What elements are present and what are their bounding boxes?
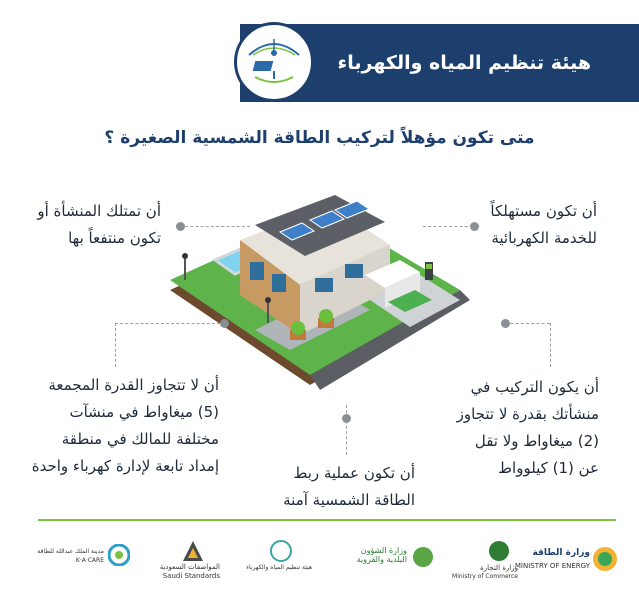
- logo-text: Saudi Standards: [162, 572, 220, 580]
- condition-line: (5) ميغاواط في منشآت: [69, 403, 219, 421]
- logo-text: MINISTRY OF ENERGY: [514, 562, 590, 570]
- regulatory-authority-logo: [248, 540, 318, 580]
- connector-line: [346, 405, 347, 455]
- condition-line: أن لا تتجاوز القدرة المجمعة: [48, 376, 219, 394]
- palm-swords-icon: [488, 540, 510, 562]
- condition-line: أن تكون مستهلكاً: [490, 202, 597, 220]
- header-title: هيئة تنظيم المياه والكهرباء: [337, 52, 591, 74]
- palm-icon: [412, 546, 434, 568]
- logo-text: هيئة تنظيم المياه والكهرباء: [246, 564, 312, 571]
- condition-line: الطاقة الشمسية آمنة: [283, 491, 415, 509]
- logo-text: K·A·CARE: [75, 557, 104, 564]
- condition-line: أن تمتلك المنشأة أو: [37, 202, 161, 220]
- connector-dot: [176, 222, 185, 231]
- energy-logo-icon: [592, 546, 618, 572]
- condition-line: منشأتك بقدرة لا تتجاوز: [456, 405, 599, 423]
- logo-text: وزارة التجارة: [480, 564, 518, 572]
- saudi-standards-logo: [158, 540, 228, 580]
- connector-line: [180, 226, 250, 227]
- condition-capacity-single: [409, 374, 599, 482]
- ministry-of-commerce-logo: [452, 540, 530, 580]
- condition-line: عن (1) كيلوواط: [498, 459, 599, 477]
- kacare-logo: [37, 540, 132, 580]
- condition-line: أن يكون التركيب في: [470, 378, 599, 396]
- connector-line: [550, 323, 551, 367]
- condition-line: مختلفة للمالك في منطقة: [61, 430, 219, 448]
- solar-logo-icon: [237, 25, 311, 99]
- condition-line: (2) ميغاواط ولا تقل: [474, 432, 599, 450]
- condition-line: إمداد تابعة لإدارة كهرباء واحدة: [31, 457, 219, 475]
- logo-text: وزارة الشؤون البلدية والقروية: [356, 546, 407, 564]
- authority-emblem-icon: [270, 540, 292, 562]
- window-icon: [250, 262, 264, 280]
- ministry-municipal-logo: [340, 540, 445, 580]
- connector-dot: [501, 319, 510, 328]
- authority-logo: [234, 22, 314, 102]
- condition-owner: [0, 198, 161, 252]
- connector-dot: [220, 319, 229, 328]
- kacare-emblem-icon: [108, 544, 130, 566]
- ministry-of-energy-logo: [514, 540, 620, 580]
- footer-divider: [38, 519, 616, 521]
- standards-emblem-icon: [182, 540, 204, 562]
- logo-text: المواصفات السعودية: [159, 563, 220, 571]
- eligibility-question: متى تكون مؤهلاً لتركيب الطاقة الشمسية الصغيرة ؟: [104, 128, 535, 148]
- condition-capacity-total: [19, 372, 219, 480]
- logo-text: وزارة الطاقة: [532, 548, 590, 558]
- condition-line: للخدمة الكهربائية: [491, 229, 597, 247]
- connector-dot: [342, 414, 351, 423]
- logo-text: Ministry of Commerce: [452, 573, 518, 580]
- connector-line: [115, 323, 220, 324]
- condition-consumer: [417, 198, 597, 252]
- condition-line: تكون منتفعاً بها: [68, 229, 161, 247]
- connector-line: [505, 323, 550, 324]
- condition-line: أن تكون عملية ربط: [293, 464, 415, 482]
- connector-line: [115, 323, 116, 367]
- logo-text: مدينة الملك عبدالله للطاقة: [37, 548, 104, 555]
- condition-safe-connection: [235, 460, 415, 514]
